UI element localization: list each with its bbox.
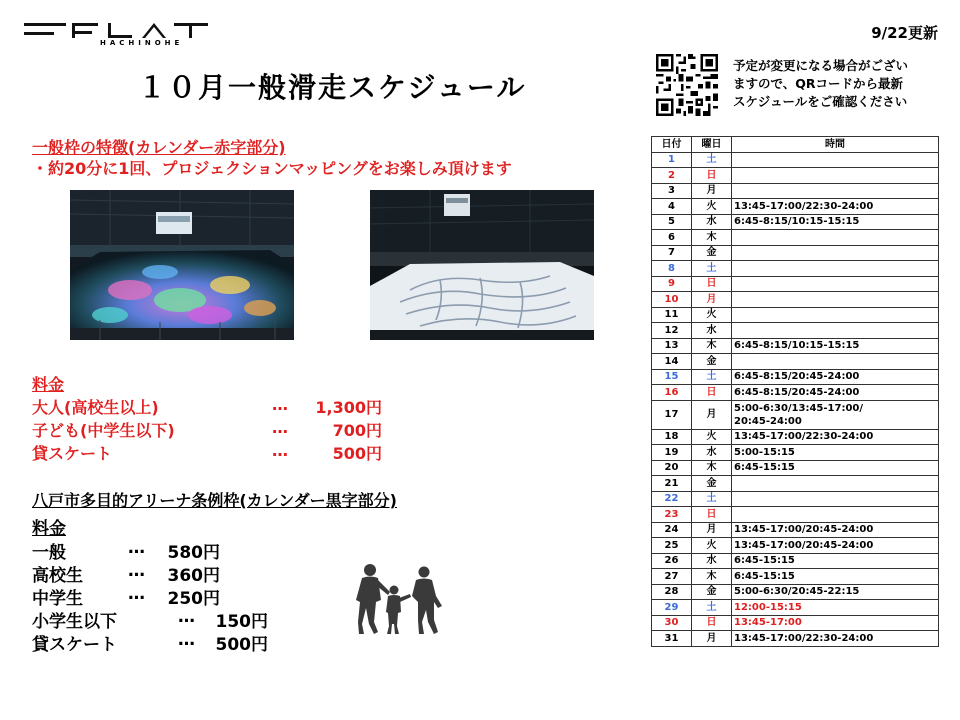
fee-dots: … bbox=[128, 561, 145, 581]
schedule-row bbox=[652, 476, 939, 492]
schedule-table bbox=[651, 136, 939, 647]
schedule-date-cell: 31 bbox=[652, 631, 692, 647]
schedule-time-cell bbox=[732, 292, 939, 308]
schedule-day-cell: 金 bbox=[692, 354, 732, 370]
schedule-date-cell: 13 bbox=[652, 338, 692, 354]
fee-dots: … bbox=[128, 538, 145, 558]
schedule-row bbox=[652, 460, 939, 476]
notice-text: 予定が変更になる場合がござい ますので、QRコードから最新 スケジュールをご確認ください bbox=[733, 58, 909, 109]
schedule-time-cell: 6:45-15:15 bbox=[732, 460, 939, 476]
schedule-row bbox=[652, 491, 939, 507]
schedule-time-cell bbox=[732, 168, 939, 184]
schedule-time-cell bbox=[732, 183, 939, 199]
schedule-date-cell: 24 bbox=[652, 522, 692, 538]
fee-label: 大人(高校生以上) bbox=[32, 398, 159, 417]
schedule-time-cell: 13:45-17:00/22:30-24:00 bbox=[732, 631, 939, 647]
schedule-day-cell: 月 bbox=[692, 292, 732, 308]
schedule-day-cell: 火 bbox=[692, 429, 732, 445]
schedule-day-cell: 金 bbox=[692, 245, 732, 261]
qr-code-icon[interactable] bbox=[656, 54, 718, 116]
fee-dots: … bbox=[272, 395, 288, 414]
schedule-time-cell bbox=[732, 476, 939, 492]
schedule-row bbox=[652, 245, 939, 261]
schedule-day-cell: 金 bbox=[692, 476, 732, 492]
schedule-row bbox=[652, 369, 939, 385]
header-day: 曜日 bbox=[692, 137, 732, 153]
schedule-date-cell: 1 bbox=[652, 152, 692, 168]
family-skating-icon bbox=[350, 562, 450, 636]
schedule-day-cell: 水 bbox=[692, 553, 732, 569]
schedule-row bbox=[652, 292, 939, 308]
schedule-day-cell: 木 bbox=[692, 338, 732, 354]
schedule-row bbox=[652, 276, 939, 292]
schedule-date-cell: 12 bbox=[652, 323, 692, 339]
schedule-day-cell: 日 bbox=[692, 385, 732, 401]
schedule-row bbox=[652, 400, 939, 429]
schedule-row bbox=[652, 615, 939, 631]
schedule-day-cell: 水 bbox=[692, 323, 732, 339]
fee-value: 500円 bbox=[215, 635, 268, 655]
fee-dots: … bbox=[272, 418, 288, 437]
schedule-time-cell: 6:45-8:15/20:45-24:00 bbox=[732, 385, 939, 401]
schedule-time-cell bbox=[732, 230, 939, 246]
schedule-day-cell: 木 bbox=[692, 230, 732, 246]
schedule-day-cell: 火 bbox=[692, 307, 732, 323]
schedule-date-cell: 8 bbox=[652, 261, 692, 277]
schedule-row bbox=[652, 631, 939, 647]
schedule-day-cell: 土 bbox=[692, 261, 732, 277]
schedule-date-cell: 6 bbox=[652, 230, 692, 246]
schedule-day-cell: 木 bbox=[692, 460, 732, 476]
flat-hachinohe-logo bbox=[24, 20, 214, 50]
schedule-day-cell: 土 bbox=[692, 491, 732, 507]
schedule-date-cell: 21 bbox=[652, 476, 692, 492]
schedule-date-cell: 11 bbox=[652, 307, 692, 323]
flat-logo-mark bbox=[24, 20, 214, 40]
schedule-day-cell: 木 bbox=[692, 569, 732, 585]
schedule-row bbox=[652, 152, 939, 168]
schedule-day-cell: 月 bbox=[692, 631, 732, 647]
schedule-time-cell bbox=[732, 491, 939, 507]
fee-value: 580円 bbox=[167, 543, 220, 563]
schedule-date-cell: 20 bbox=[652, 460, 692, 476]
schedule-date-cell: 3 bbox=[652, 183, 692, 199]
fee-value: 150円 bbox=[215, 612, 268, 632]
schedule-date-cell: 27 bbox=[652, 569, 692, 585]
schedule-time-cell: 5:00-6:30/20:45-22:15 bbox=[732, 584, 939, 600]
schedule-row bbox=[652, 354, 939, 370]
schedule-row bbox=[652, 323, 939, 339]
fee-dots: … bbox=[178, 630, 195, 650]
schedule-time-cell: 13:45-17:00/20:45-24:00 bbox=[732, 538, 939, 554]
schedule-date-cell: 23 bbox=[652, 507, 692, 523]
fee-label: 子ども(中学生以下) bbox=[32, 421, 175, 440]
schedule-day-cell: 火 bbox=[692, 538, 732, 554]
fee-dots: … bbox=[128, 584, 145, 604]
schedule-time-cell bbox=[732, 261, 939, 277]
schedule-day-cell: 水 bbox=[692, 214, 732, 230]
schedule-time-cell: 13:45-17:00/22:30-24:00 bbox=[732, 199, 939, 215]
schedule-row bbox=[652, 199, 939, 215]
schedule-date-cell: 28 bbox=[652, 584, 692, 600]
schedule-date-cell: 5 bbox=[652, 214, 692, 230]
schedule-row bbox=[652, 522, 939, 538]
logo-subtitle: HACHINOHE bbox=[100, 39, 184, 47]
schedule-time-cell: 5:00-6:30/13:45-17:00/ 20:45-24:00 bbox=[732, 400, 939, 429]
schedule-time-cell bbox=[732, 245, 939, 261]
schedule-row bbox=[652, 307, 939, 323]
fee-label: 小学生以下 bbox=[32, 612, 117, 632]
schedule-date-cell: 16 bbox=[652, 385, 692, 401]
fee-label: 一般 bbox=[32, 543, 66, 563]
fee-label: 高校生 bbox=[32, 566, 83, 586]
schedule-time-cell: 6:45-8:15/20:45-24:00 bbox=[732, 369, 939, 385]
schedule-day-cell: 金 bbox=[692, 584, 732, 600]
schedule-time-cell: 6:45-8:15/10:15-15:15 bbox=[732, 338, 939, 354]
general-fee-title: 料金 bbox=[32, 375, 65, 394]
schedule-time-cell bbox=[732, 354, 939, 370]
fee-label: 貸スケート bbox=[32, 444, 113, 463]
schedule-time-cell: 6:45-8:15/10:15-15:15 bbox=[732, 214, 939, 230]
schedule-date-cell: 15 bbox=[652, 369, 692, 385]
general-section-description: ・約20分に1回、プロジェクションマッピングをお楽しみ頂けます bbox=[32, 159, 512, 178]
schedule-row bbox=[652, 445, 939, 461]
projection-mapping-photo-2 bbox=[370, 190, 594, 340]
schedule-row bbox=[652, 230, 939, 246]
schedule-row bbox=[652, 261, 939, 277]
fee-dots: … bbox=[272, 441, 288, 460]
schedule-row bbox=[652, 429, 939, 445]
schedule-time-cell: 6:45-15:15 bbox=[732, 569, 939, 585]
schedule-date-cell: 4 bbox=[652, 199, 692, 215]
schedule-row bbox=[652, 538, 939, 554]
schedule-day-cell: 月 bbox=[692, 522, 732, 538]
schedule-date-cell: 25 bbox=[652, 538, 692, 554]
schedule-date-cell: 7 bbox=[652, 245, 692, 261]
schedule-time-cell bbox=[732, 152, 939, 168]
schedule-row bbox=[652, 507, 939, 523]
fee-dots: … bbox=[178, 607, 195, 627]
schedule-date-cell: 26 bbox=[652, 553, 692, 569]
schedule-day-cell: 日 bbox=[692, 168, 732, 184]
schedule-date-cell: 10 bbox=[652, 292, 692, 308]
schedule-time-cell: 5:00-15:15 bbox=[732, 445, 939, 461]
schedule-date-cell: 18 bbox=[652, 429, 692, 445]
fee-value: 500円 bbox=[332, 444, 382, 463]
general-section-heading: 一般枠の特徴(カレンダー赤字部分) bbox=[32, 138, 286, 157]
page-title: １０月一般滑走スケジュール bbox=[138, 71, 527, 104]
schedule-day-cell: 水 bbox=[692, 445, 732, 461]
schedule-row bbox=[652, 569, 939, 585]
schedule-row bbox=[652, 183, 939, 199]
schedule-time-cell: 13:45-17:00/22:30-24:00 bbox=[732, 429, 939, 445]
schedule-row bbox=[652, 214, 939, 230]
schedule-row bbox=[652, 385, 939, 401]
update-date: 9/22更新 bbox=[871, 24, 938, 42]
schedule-time-cell bbox=[732, 507, 939, 523]
schedule-day-cell: 月 bbox=[692, 183, 732, 199]
schedule-time-cell bbox=[732, 323, 939, 339]
projection-mapping-photo-1 bbox=[70, 190, 294, 340]
schedule-date-cell: 14 bbox=[652, 354, 692, 370]
schedule-day-cell: 日 bbox=[692, 615, 732, 631]
schedule-date-cell: 22 bbox=[652, 491, 692, 507]
fee-value: 360円 bbox=[167, 566, 220, 586]
schedule-day-cell: 日 bbox=[692, 276, 732, 292]
schedule-time-cell: 13:45-17:00 bbox=[732, 615, 939, 631]
schedule-time-cell: 12:00-15:15 bbox=[732, 600, 939, 616]
schedule-date-cell: 9 bbox=[652, 276, 692, 292]
schedule-time-cell: 13:45-17:00/20:45-24:00 bbox=[732, 522, 939, 538]
schedule-row bbox=[652, 600, 939, 616]
schedule-date-cell: 2 bbox=[652, 168, 692, 184]
schedule-day-cell: 土 bbox=[692, 152, 732, 168]
schedule-date-cell: 30 bbox=[652, 615, 692, 631]
municipal-fee-title: 料金 bbox=[32, 519, 66, 539]
schedule-day-cell: 日 bbox=[692, 507, 732, 523]
fee-value: 250円 bbox=[167, 589, 220, 609]
schedule-day-cell: 火 bbox=[692, 199, 732, 215]
schedule-header-row bbox=[652, 137, 939, 153]
fee-value: 700円 bbox=[332, 421, 382, 440]
schedule-day-cell: 土 bbox=[692, 600, 732, 616]
schedule-row bbox=[652, 584, 939, 600]
schedule-date-cell: 17 bbox=[652, 400, 692, 429]
municipal-section-heading: 八戸市多目的アリーナ条例枠(カレンダー黒字部分) bbox=[32, 491, 397, 510]
schedule-time-cell bbox=[732, 307, 939, 323]
schedule-body bbox=[652, 152, 939, 646]
schedule-date-cell: 19 bbox=[652, 445, 692, 461]
schedule-time-cell: 6:45-15:15 bbox=[732, 553, 939, 569]
schedule-date-cell: 29 bbox=[652, 600, 692, 616]
fee-label: 貸スケート bbox=[32, 635, 117, 655]
fee-value: 1,300円 bbox=[315, 398, 382, 417]
schedule-row bbox=[652, 553, 939, 569]
header-date: 日付 bbox=[652, 137, 692, 153]
schedule-time-cell bbox=[732, 276, 939, 292]
schedule-day-cell: 土 bbox=[692, 369, 732, 385]
header-time: 時間 bbox=[732, 137, 939, 153]
schedule-row bbox=[652, 338, 939, 354]
schedule-day-cell: 月 bbox=[692, 400, 732, 429]
schedule-row bbox=[652, 168, 939, 184]
fee-label: 中学生 bbox=[32, 589, 83, 609]
